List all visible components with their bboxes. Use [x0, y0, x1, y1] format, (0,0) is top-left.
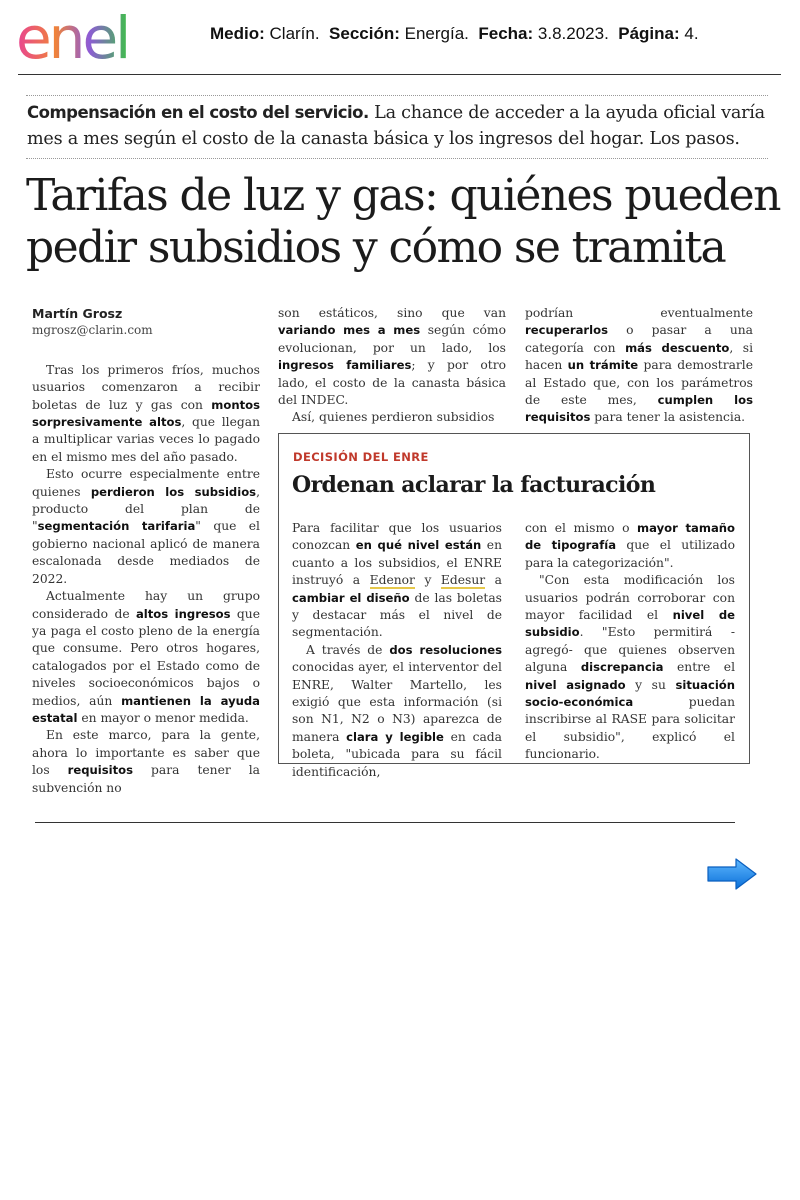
paragraph: con el mismo o mayor tamaño de tipografía que el utilizado para la categorización". [525, 521, 735, 570]
sidebar-kicker: DECISIÓN DEL ENRE [293, 450, 429, 464]
footer-divider [35, 822, 735, 823]
seccion-value: Energía. [404, 24, 469, 43]
paragraph: A través de dos resoluciones conocidas ayer, el interventor del ENRE, Walter Martello, les exigió que esta información (si son N1, N2 o N3) aparezca de manera clara y legible en cada boleta, "ubicada para su fácil identificación, [292, 642, 503, 779]
paragraph: Para facilitar que los usuarios conozcan en qué nivel están en cuanto a los subsidios, el ENRE instruyó a Edenor y Edesur a cambiar el diseño de las boletas y destacar más el nivel de segmentación. [292, 521, 503, 640]
arrow-right-icon[interactable] [706, 857, 758, 891]
author-name: Martín Grosz [32, 306, 123, 321]
article-lead [27, 100, 772, 152]
lead-top-divider [26, 95, 768, 96]
article-column-3 [525, 305, 753, 427]
paragraph: Así, quienes perdieron subsidios [292, 410, 495, 425]
paragraph: son estáticos, sino que van variando mes a mes según cómo evolucionan, por un lado, los ingresos familiares; y por otro lado, el costo de la canasta básica del INDEC. [278, 306, 506, 408]
fecha-value: 3.8.2023. [537, 24, 609, 43]
article-column-1 [32, 305, 260, 797]
article-headline: Tarifas de luz y gas: quiénes pueden pedir subsidios y cómo se tramita [26, 170, 780, 273]
lead-bottom-divider [26, 158, 768, 159]
pagina-label: Página: [618, 24, 680, 43]
publication-meta [210, 24, 699, 44]
pagina-value: 4. [684, 24, 699, 43]
article-column-2 [278, 305, 506, 427]
paragraph: podrían eventualmente recuperarlos o pasar a una categoría con más descuento, si hacen un trámite para demostrarle al Estado que, con los parámetros de este mes, cumplen los requisitos para tener la asistencia. [525, 306, 754, 425]
sidebar-title: Ordenan aclarar la facturación [292, 472, 656, 498]
paragraph: Actualmente hay un grupo considerado de altos ingresos que ya paga el costo pleno de la energía que consume. Pero otros hogares, catalogados por el Estado como de niveles socioeconómicos bajos o medios, aún mantienen la ayuda estatal en mayor o menor medida. [32, 589, 260, 725]
medio-label: Medio: [210, 24, 265, 43]
sidebar-column-left [292, 520, 502, 781]
lead-kicker: Compensación en el costo del servicio. [27, 103, 369, 122]
paragraph: "Con esta modificación los usuarios podrán corroborar con mayor facilidad el nivel de subsidio. "Esto permitirá -agregó- que quienes observen alguna discrepancia entre el nivel asignado y su situación socio-económica puedan inscribirse al RASE para solicitar el subsidio", explicó el funcionario. [525, 573, 736, 762]
author-email: mgrosz@clarin.com [32, 323, 153, 338]
svg-text:enel: enel [16, 6, 129, 68]
medio-value: Clarín. [269, 24, 320, 43]
paragraph: En este marco, para la gente, ahora lo importante es saber que los requisitos para tener la subvención no [32, 728, 261, 795]
lead-text: La chance de acceder a la ayuda oficial varía mes a mes según el costo de la canasta básica y los ingresos del hogar. Los pasos. [27, 103, 765, 149]
paragraph: Tras los primeros fríos, muchos usuarios comenzaron a recibir boletas de luz y gas con montos sorpresivamente altos, que llegan a multiplicar varias veces lo pagado en el mismo mes del año pasado. [32, 362, 260, 464]
seccion-label: Sección: [329, 24, 400, 43]
fecha-label: Fecha: [478, 24, 534, 43]
sidebar-column-right [525, 520, 735, 764]
header-divider [18, 74, 781, 75]
paragraph: Esto ocurre especialmente entre quienes perdieron los subsidios, producto del plan de "segmentación tarifaria" que el gobierno nacional aplicó de manera escalonada desde mediados de 2022. [32, 467, 260, 586]
enel-logo [16, 6, 182, 68]
